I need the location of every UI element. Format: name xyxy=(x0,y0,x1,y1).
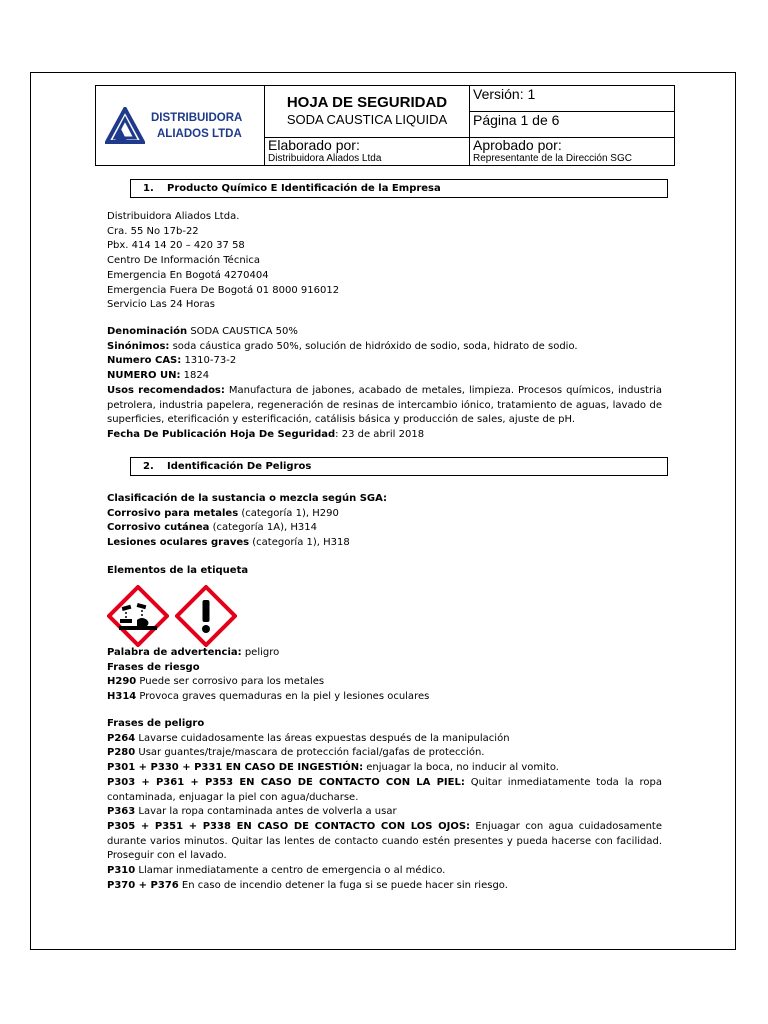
hazard-text: enjuagar la boca, no inducir al vomito. xyxy=(363,762,559,774)
logo-line1: DISTRIBUIDORA xyxy=(151,111,243,124)
class-label: Corrosivo cutánea xyxy=(107,522,210,534)
contact-line: Distribuidora Aliados Ltda. xyxy=(107,211,240,222)
section1-heading xyxy=(130,179,668,198)
label-elements-heading: Elementos de la etiqueta xyxy=(107,565,249,576)
contact-line: Pbx. 414 14 20 – 420 37 58 xyxy=(107,240,245,252)
risk-code: H314 xyxy=(107,691,137,703)
hazard-code: P280 xyxy=(107,747,136,759)
hazard-phrase xyxy=(107,732,662,747)
hazard-text: Llamar inmediatamente a centro de emergencia o al médico. xyxy=(135,865,446,877)
usos-value: Manufactura de jabones, acabado de metales, limpieza. Procesos químicos, industria petrolera, industria papelera, regeneración de resinas de intercambio iónico, tratamiento de aguas, lavado de superficies, eterificación y esterificación, catálisis básica y producción de sales, ajuste de pH. xyxy=(107,384,662,426)
classification-block xyxy=(107,492,662,551)
fecha-value: : 23 de abril 2018 xyxy=(335,428,425,440)
sinonimos-value: soda cáustica grado 50%, solución de hidróxido de sodio, soda, hidrato de sodio. xyxy=(169,340,578,352)
signal-word-label: Palabra de advertencia: xyxy=(107,647,242,658)
contact-line: Emergencia En Bogotá 4270404 xyxy=(107,269,269,281)
company-logo-text xyxy=(151,110,242,142)
document-subtitle: SODA CAUSTICA LIQUIDA xyxy=(286,112,448,127)
header-table xyxy=(95,85,675,166)
hazard-code: P303 + P361 + P353 EN CASO DE CONTACTO CON LA PIEL: xyxy=(107,776,465,788)
cas-row xyxy=(107,354,662,369)
risk-phrase xyxy=(107,690,662,705)
sinonimos-row xyxy=(107,340,662,355)
hazard-phrases-heading: Frases de peligro xyxy=(107,718,205,729)
classification-row xyxy=(107,507,662,522)
fecha-row xyxy=(107,428,662,443)
un-value: 1824 xyxy=(180,370,210,382)
version-cell xyxy=(470,86,675,112)
hazard-phrase xyxy=(107,805,662,820)
logo-line2: ALIADOS LTDA xyxy=(157,127,242,140)
un-label: NUMERO UN: xyxy=(107,370,181,382)
classification-row xyxy=(107,536,662,551)
hazard-text: Lavarse cuidadosamente las áreas expuestas después de la manipulación xyxy=(135,732,510,744)
hazard-text: Enjuagar con agua cuidadosamente durante varios minutos. Quitar las lentes de contacto cuando estén presentes y pueda hacerse con facilidad. Proseguir con el lavado. xyxy=(107,820,662,862)
section2-number: 2. xyxy=(143,461,154,472)
classification-row xyxy=(107,521,662,536)
section2-heading xyxy=(130,457,668,476)
class-label: Corrosivo para metales xyxy=(107,507,239,519)
classification-heading: Clasificación de la sustancia o mezcla según SGA: xyxy=(107,493,388,504)
usos-label: Usos recomendados: xyxy=(107,384,225,396)
document-title: HOJA DE SEGURIDAD xyxy=(286,94,448,111)
hazard-phrases-block xyxy=(107,717,662,893)
usos-row xyxy=(107,384,662,428)
class-value: (categoría 1), H290 xyxy=(238,507,339,519)
hazard-phrase xyxy=(107,746,662,761)
denominacion-value: SODA CAUSTICA 50% xyxy=(187,326,298,337)
logo-cell xyxy=(96,86,265,166)
hazard-phrase xyxy=(107,776,662,805)
version-text: Versión: 1 xyxy=(473,86,536,102)
risk-code: H290 xyxy=(107,676,137,688)
approved-value: Representante de la Dirección SGC xyxy=(473,153,632,164)
cas-value: 1310-73-2 xyxy=(181,355,237,367)
company-logo-icon xyxy=(105,107,145,145)
label-elements-block xyxy=(107,564,662,579)
fecha-label: Fecha De Publicación Hoja De Seguridad xyxy=(107,428,336,440)
hazard-code: P370 + P376 xyxy=(107,879,179,891)
contact-line: Servicio Las 24 Horas xyxy=(107,299,215,311)
hazard-code: P363 xyxy=(107,806,136,818)
hazard-code: P310 xyxy=(107,865,136,877)
signal-word-row xyxy=(107,646,662,661)
warning-block xyxy=(107,646,662,705)
signal-word-value: peligro xyxy=(241,647,280,658)
section1-title: Producto Químico E Identificación de la Empresa xyxy=(167,183,441,194)
denominacion-row xyxy=(107,325,662,340)
contact-line: Emergencia Fuera De Bogotá 01 8000 916012 xyxy=(107,284,340,296)
page-number: Página 1 de 6 xyxy=(473,112,560,128)
class-value: (categoría 1), H318 xyxy=(249,537,350,549)
section2-title: Identificación De Peligros xyxy=(167,461,312,472)
prepared-label: Elaborado por: xyxy=(268,137,360,153)
company-contact-block xyxy=(107,210,662,313)
hazard-phrase xyxy=(107,761,662,776)
hazard-phrase xyxy=(107,820,662,864)
hazard-code: P264 xyxy=(107,732,136,744)
risk-phrase xyxy=(107,675,662,690)
prepared-value: Distribuidora Aliados Ltda xyxy=(268,153,382,164)
cas-label: Numero CAS: xyxy=(107,355,182,367)
approved-label: Aprobado por: xyxy=(473,137,562,153)
risk-text: Puede ser corrosivo para los metales xyxy=(136,676,325,688)
ghs-pictograms xyxy=(107,585,237,647)
un-row xyxy=(107,369,662,384)
contact-line: Cra. 55 No 17b-22 xyxy=(107,225,199,237)
denominacion-label: Denominación xyxy=(107,326,188,337)
hazard-code: P305 + P351 + P338 EN CASO DE CONTACTO CON LOS OJOS: xyxy=(107,820,471,832)
hazard-text: En caso de incendio detener la fuga si se puede hacer sin riesgo. xyxy=(178,879,508,891)
corrosive-pictogram-icon xyxy=(107,585,169,647)
page-cell xyxy=(470,112,675,138)
hazard-text: Lavar la ropa contaminada antes de volverla a usar xyxy=(135,806,397,818)
approved-cell xyxy=(470,138,675,166)
hazard-text: Usar guantes/traje/mascara de protección facial/gafas de protección. xyxy=(135,747,485,759)
contact-line: Centro De Información Técnica xyxy=(107,255,261,267)
hazard-text: Quitar inmediatamente toda la ropa contaminada, enjuagar la piel con agua/ducharse. xyxy=(107,776,662,803)
class-label: Lesiones oculares graves xyxy=(107,537,250,549)
class-value: (categoría 1A), H314 xyxy=(209,522,317,534)
sinonimos-label: Sinónimos: xyxy=(107,340,170,352)
title-cell xyxy=(265,86,470,138)
section1-number: 1. xyxy=(143,183,154,194)
risk-phrases-heading: Frases de riesgo xyxy=(107,661,200,673)
hazard-code: P301 + P330 + P331 EN CASO DE INGESTIÓN: xyxy=(107,762,364,774)
hazard-phrase xyxy=(107,864,662,879)
prepared-cell xyxy=(265,138,470,166)
hazard-phrase xyxy=(107,879,662,894)
exclamation-pictogram-icon xyxy=(175,585,237,647)
product-details-block xyxy=(107,325,662,443)
risk-text: Provoca graves quemaduras en la piel y lesiones oculares xyxy=(136,691,430,703)
